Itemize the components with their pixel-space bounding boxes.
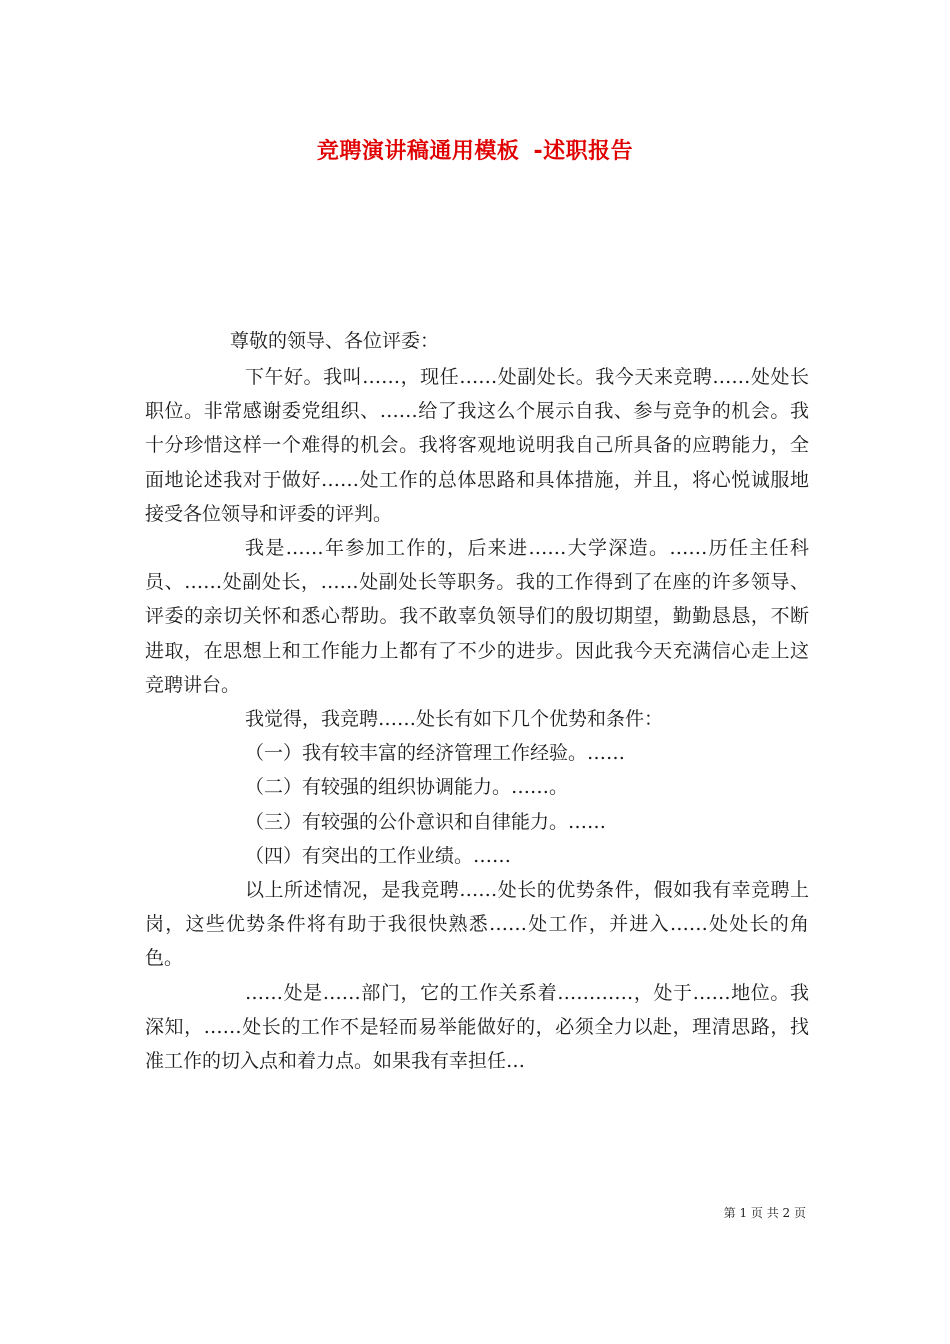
document-title xyxy=(0,134,950,165)
document-body xyxy=(145,360,809,1078)
list-item: （三）有较强的公仆意识和自律能力。…… xyxy=(245,810,607,833)
list-item: （四）有突出的工作业绩。…… xyxy=(245,844,512,867)
paragraph: 下午好。我叫……，现任……处副处长。我今天来竞聘……处处长职位。非常感谢委党组织、……给了我这么个展示自我、参与竞争的机会。我十分珍惜这样一个难得的机会。我将客观地说明我自己所具备的应聘能力，全面地论述我对于做好……处工作的总体思路和具体措施，并且，将心悦诚服地接受各位领导和评委的评判。 xyxy=(145,366,809,525)
paragraph: 我觉得，我竞聘……处长有如下几个优势和条件： xyxy=(245,708,664,731)
document-title-main: 竞聘演讲稿通用模板 xyxy=(316,139,520,164)
page-footer: 第 1 页 共 2 页 xyxy=(723,1206,806,1220)
paragraph: 我是……年参加工作的，后来进……大学深造。……历任主任科员、……处副处长，……处副处长等职务。我的工作得到了在座的许多领导、评委的亲切关怀和悉心帮助。我不敢辜负领导们的殷切期望，勤勤恳恳，不断进取，在思想上和工作能力上都有了不少的进步。因此我今天充满信心走上这竞聘讲台。 xyxy=(145,537,809,696)
paragraph: ……处是……部门，它的工作关系着…………，处于……地位。我深知，……处长的工作不是轻而易举能做好的，必须全力以赴，理清思路，找准工作的切入点和着力点。如果我有幸担任… xyxy=(145,981,809,1073)
list-item: （一）我有较丰富的经济管理工作经验。…… xyxy=(245,742,626,765)
document-title-suffix: -述职报告 xyxy=(533,139,634,164)
salutation: 尊敬的领导、各位评委： xyxy=(230,330,440,352)
paragraph: 以上所述情况，是我竞聘……处长的优势条件，假如我有幸竞聘上岗，这些优势条件将有助于我很快熟悉……处工作，并进入……处处长的角色。 xyxy=(145,879,809,970)
list-item: （二）有较强的组织协调能力。……。 xyxy=(245,776,569,799)
